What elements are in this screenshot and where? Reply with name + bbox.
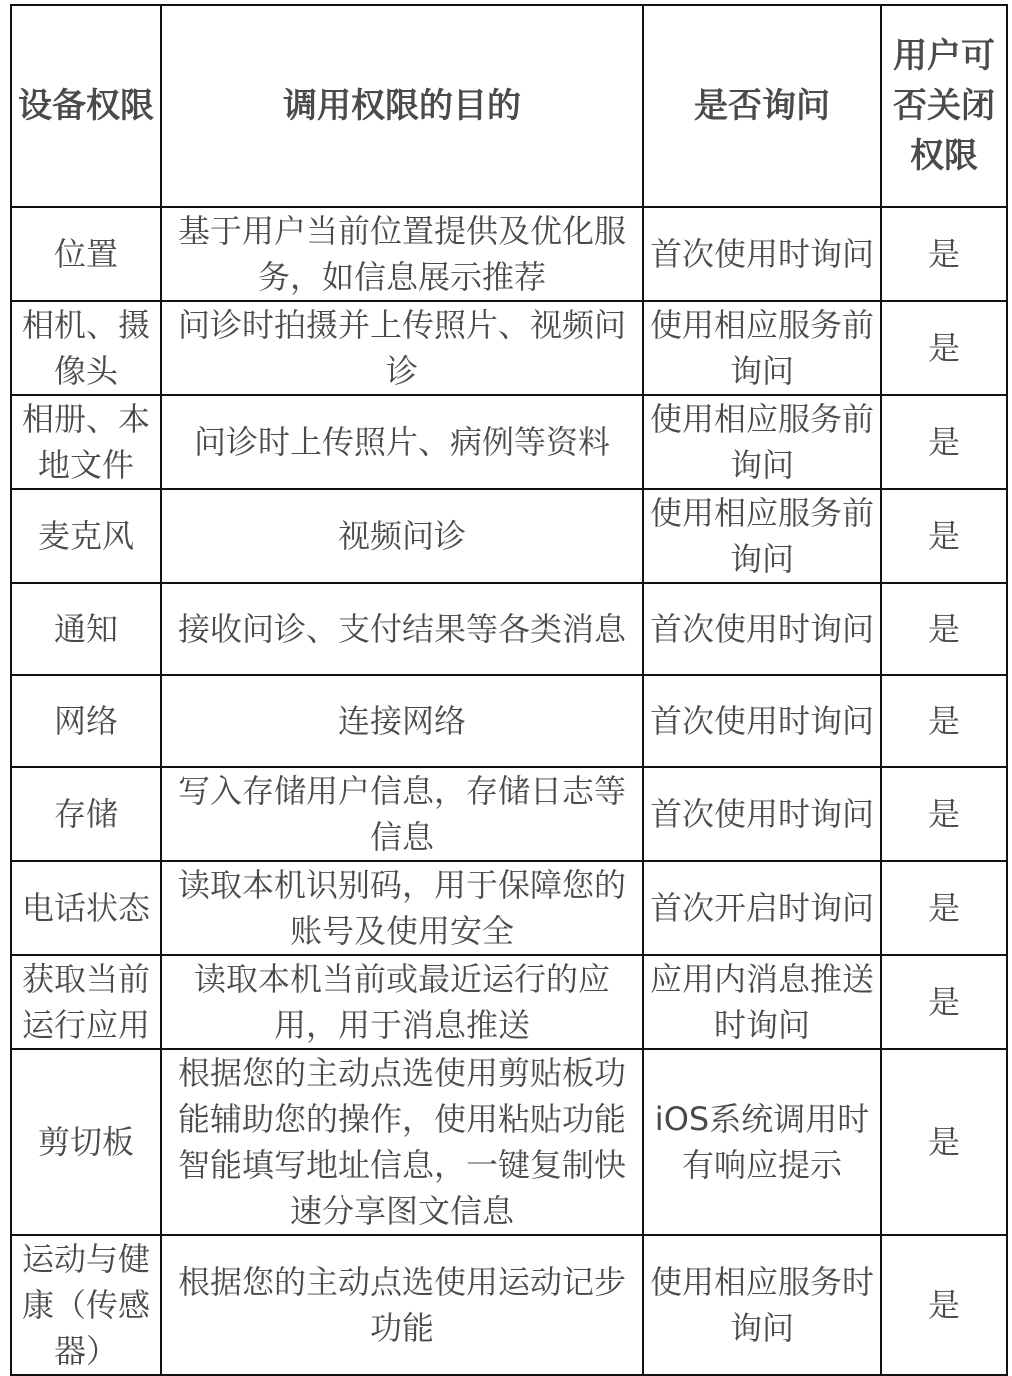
cell-can-close: 是 [881, 207, 1007, 301]
cell-ask: iOS系统调用时有响应提示 [643, 1049, 881, 1235]
cell-purpose: 接收问诊、支付结果等各类消息 [161, 583, 643, 675]
cell-permission: 相册、本地文件 [11, 395, 161, 489]
table-row [11, 1235, 1007, 1375]
table-row [11, 675, 1007, 767]
cell-ask: 首次使用时询问 [643, 583, 881, 675]
cell-purpose: 写入存储用户信息，存储日志等信息 [161, 767, 643, 861]
cell-can-close: 是 [881, 955, 1007, 1049]
cell-purpose: 读取本机识别码，用于保障您的账号及使用安全 [161, 861, 643, 955]
cell-permission: 剪切板 [11, 1049, 161, 1235]
cell-permission: 位置 [11, 207, 161, 301]
header-ask: 是否询问 [643, 5, 881, 207]
cell-permission: 存储 [11, 767, 161, 861]
permissions-table-container [10, 4, 1006, 1376]
permissions-table [10, 4, 1008, 1376]
cell-ask: 应用内消息推送时询问 [643, 955, 881, 1049]
cell-permission: 网络 [11, 675, 161, 767]
cell-permission: 电话状态 [11, 861, 161, 955]
cell-permission: 运动与健康（传感器） [11, 1235, 161, 1375]
cell-can-close: 是 [881, 395, 1007, 489]
table-row [11, 489, 1007, 583]
cell-can-close: 是 [881, 675, 1007, 767]
header-can-close: 用户可否关闭权限 [881, 5, 1007, 207]
cell-permission: 获取当前运行应用 [11, 955, 161, 1049]
table-row [11, 767, 1007, 861]
cell-can-close: 是 [881, 861, 1007, 955]
cell-ask: 使用相应服务前询问 [643, 489, 881, 583]
cell-purpose: 问诊时上传照片、病例等资料 [161, 395, 643, 489]
cell-ask: 使用相应服务前询问 [643, 395, 881, 489]
table-row [11, 861, 1007, 955]
cell-purpose: 基于用户当前位置提供及优化服务，如信息展示推荐 [161, 207, 643, 301]
cell-ask: 使用相应服务前询问 [643, 301, 881, 395]
cell-can-close: 是 [881, 1235, 1007, 1375]
cell-purpose: 根据您的主动点选使用剪贴板功能辅助您的操作，使用粘贴功能智能填写地址信息，一键复制快速分享图文信息 [161, 1049, 643, 1235]
table-row [11, 1049, 1007, 1235]
cell-ask: 首次开启时询问 [643, 861, 881, 955]
cell-ask: 首次使用时询问 [643, 207, 881, 301]
header-row [11, 5, 1007, 207]
cell-ask: 使用相应服务时询问 [643, 1235, 881, 1375]
header-purpose: 调用权限的目的 [161, 5, 643, 207]
cell-can-close: 是 [881, 583, 1007, 675]
table-row [11, 583, 1007, 675]
table-row [11, 301, 1007, 395]
cell-can-close: 是 [881, 301, 1007, 395]
header-permission: 设备权限 [11, 5, 161, 207]
cell-permission: 通知 [11, 583, 161, 675]
cell-purpose: 视频问诊 [161, 489, 643, 583]
cell-purpose: 问诊时拍摄并上传照片、视频问诊 [161, 301, 643, 395]
cell-purpose: 读取本机当前或最近运行的应用，用于消息推送 [161, 955, 643, 1049]
cell-purpose: 连接网络 [161, 675, 643, 767]
cell-can-close: 是 [881, 1049, 1007, 1235]
cell-permission: 相机、摄像头 [11, 301, 161, 395]
table-row [11, 395, 1007, 489]
table-row [11, 207, 1007, 301]
cell-ask: 首次使用时询问 [643, 675, 881, 767]
cell-permission: 麦克风 [11, 489, 161, 583]
cell-purpose: 根据您的主动点选使用运动记步功能 [161, 1235, 643, 1375]
table-row [11, 955, 1007, 1049]
cell-ask: 首次使用时询问 [643, 767, 881, 861]
cell-can-close: 是 [881, 489, 1007, 583]
cell-can-close: 是 [881, 767, 1007, 861]
